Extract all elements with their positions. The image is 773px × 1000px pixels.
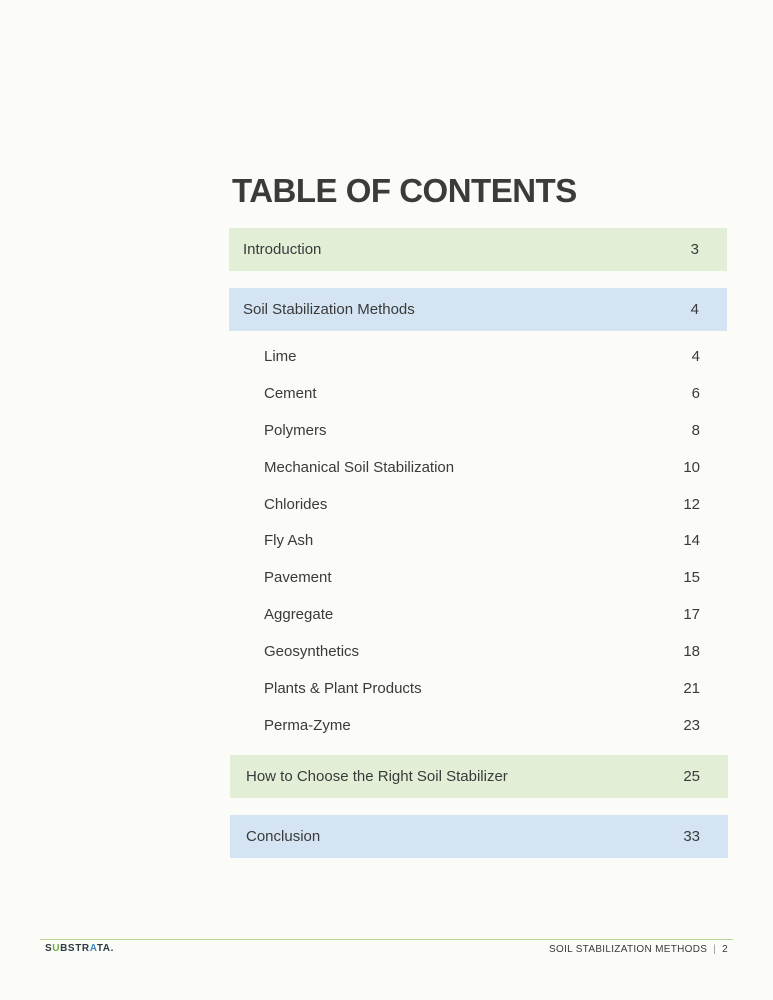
toc-subsection-page: 4 [691,347,700,365]
toc-subsection-page: 6 [691,384,700,402]
footer-page-number: 2 [722,944,728,955]
toc-subsection-aggregate[interactable] [264,602,700,626]
toc-section-conclusion[interactable] [230,815,728,858]
toc-subsection-plants-and-plant-products[interactable] [264,676,700,700]
footer-divider [40,939,733,940]
toc-subsection-label: Perma-Zyme [264,716,351,734]
toc-section-how-to-choose[interactable] [230,755,728,798]
substrata-logo: SUBSTRATA. [45,943,114,954]
toc-section-label: How to Choose the Right Soil Stabilizer [246,768,508,785]
toc-subsection-page: 18 [683,642,700,660]
toc-section-page: 25 [683,768,700,785]
toc-section-page: 33 [683,828,700,845]
toc-subsection-label: Geosynthetics [264,642,360,660]
toc-section-soil-stabilization-methods[interactable] [229,288,727,331]
toc-subsection-label: Chlorides [264,495,328,513]
toc-subsection-lime[interactable] [264,344,700,368]
toc-section-label: Conclusion [246,828,321,845]
toc-subsection-label: Pavement [264,568,332,586]
toc-subsection-page: 23 [683,716,700,734]
toc-subsection-page: 12 [683,495,700,513]
toc-subsection-label: Aggregate [264,605,334,623]
footer-document-title: SOIL STABILIZATION METHODS [549,944,708,955]
toc-subsection-mechanical-soil-stabilization[interactable] [264,455,700,479]
toc-subsection-page: 10 [683,458,700,476]
footer-separator: | [713,944,717,955]
toc-subsection-page: 17 [683,605,700,623]
toc-section-page: 3 [690,241,699,258]
toc-subsection-fly-ash[interactable] [264,528,700,552]
toc-subsection-polymers[interactable] [264,418,700,442]
toc-section-label: Introduction [243,241,322,258]
toc-subsection-label: Lime [264,347,297,365]
toc-subsection-chlorides[interactable] [264,492,700,516]
page-footer [549,944,728,955]
toc-subsection-label: Mechanical Soil Stabilization [264,458,455,476]
toc-subsection-page: 15 [683,568,700,586]
toc-subsection-perma-zyme[interactable] [264,713,700,737]
toc-subsection-label: Fly Ash [264,531,314,549]
toc-section-page: 4 [690,301,699,318]
toc-subsection-page: 8 [691,421,700,439]
toc-subsection-page: 14 [683,531,700,549]
toc-subsection-geosynthetics[interactable] [264,639,700,663]
toc-subsection-cement[interactable] [264,381,700,405]
toc-subsection-label: Plants & Plant Products [264,679,422,697]
toc-section-label: Soil Stabilization Methods [243,301,415,318]
toc-subsection-pavement[interactable] [264,565,700,589]
toc-subsection-page: 21 [683,679,700,697]
toc-subsection-label: Cement [264,384,317,402]
page-title: TABLE OF CONTENTS [232,172,577,209]
toc-subsection-label: Polymers [264,421,327,439]
toc-section-introduction[interactable] [229,228,727,271]
